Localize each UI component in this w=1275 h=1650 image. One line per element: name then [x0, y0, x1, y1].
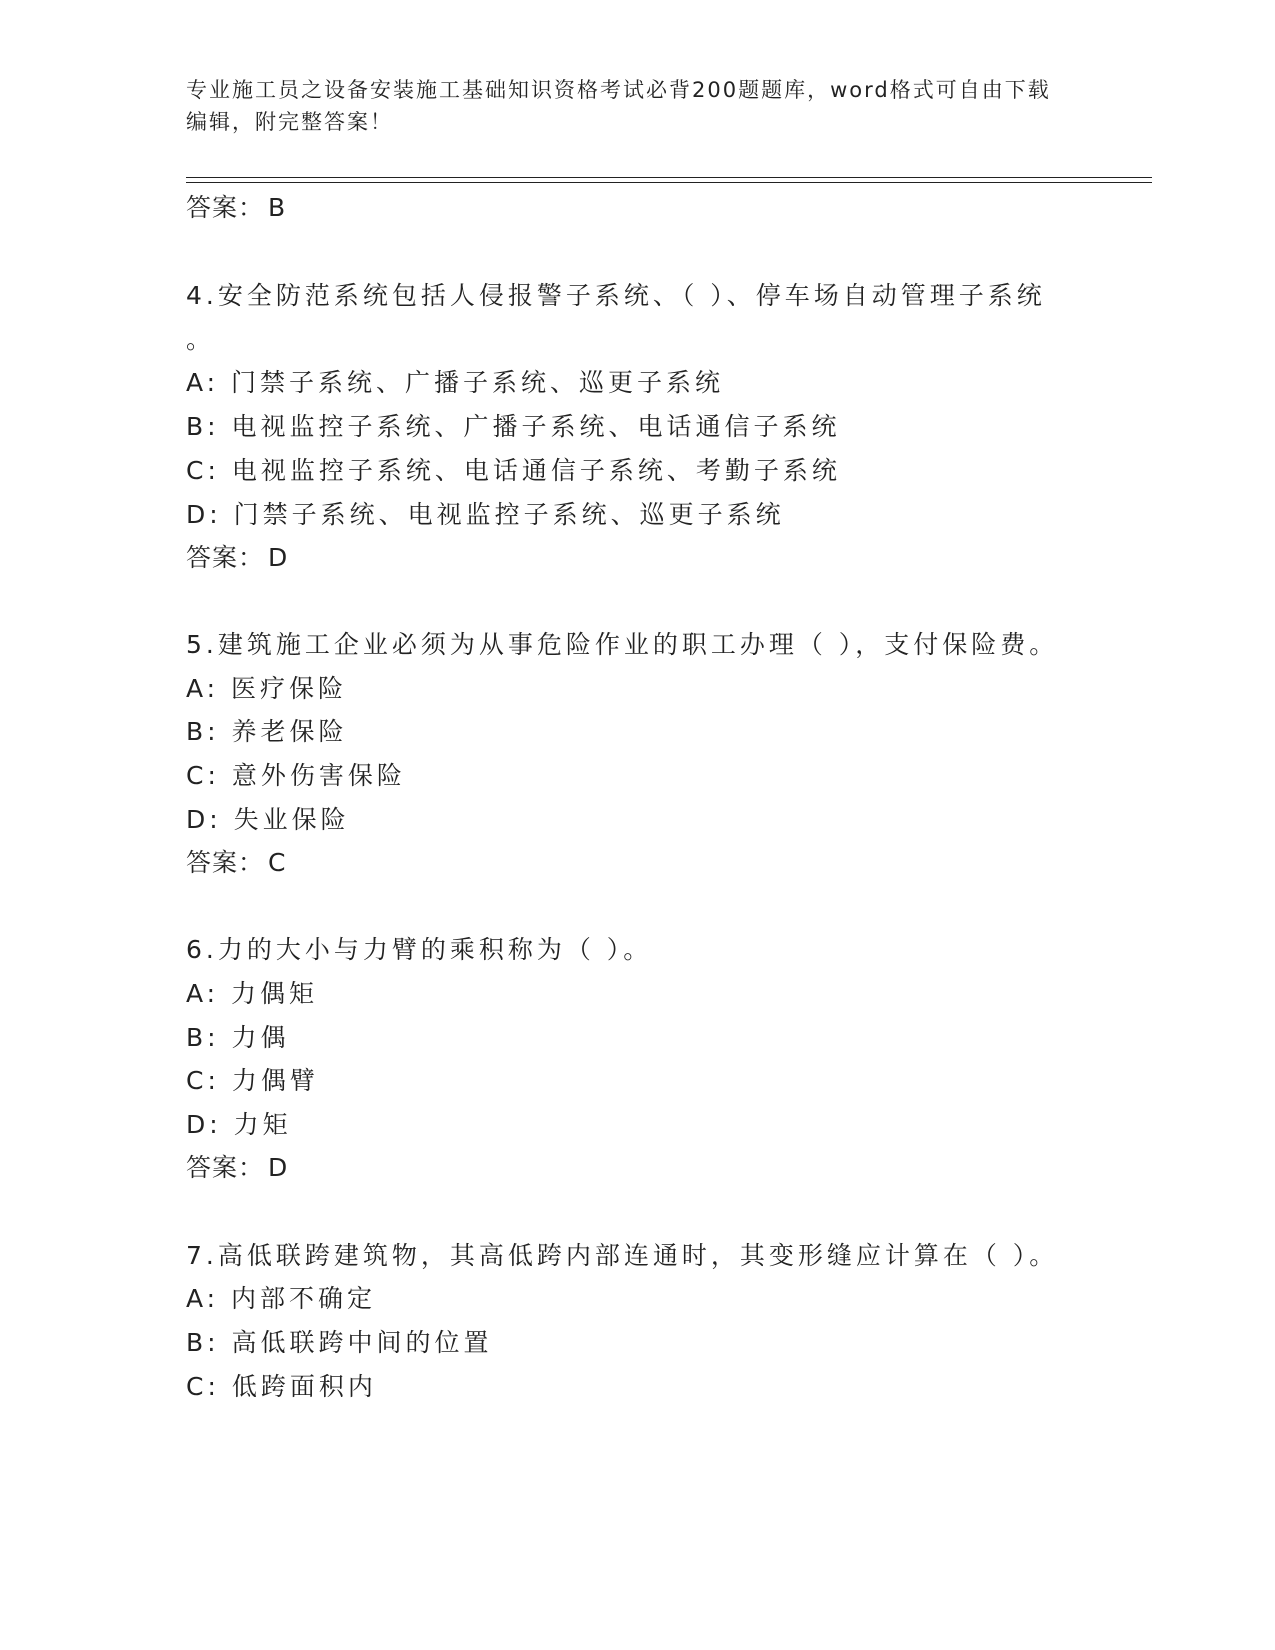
answer-label: 答案：: [186, 193, 265, 222]
question-6-option-d: D: 力矩: [186, 1110, 292, 1139]
answer-value: B: [268, 193, 287, 222]
question-4-option-b: B: 电视监控子系统、广播子系统、电话通信子系统: [186, 412, 841, 441]
question-7-option-b: B: 高低联跨中间的位置: [186, 1328, 493, 1357]
question-5-option-c: C: 意外伤害保险: [186, 761, 406, 790]
question-5-option-d: D: 失业保险: [186, 805, 350, 834]
answer-label: 答案：: [186, 1153, 265, 1182]
answer-line-q3: [186, 192, 286, 224]
question-6-option-a: A: 力偶矩: [186, 979, 319, 1008]
question-7-option-c: C: 低跨面积内: [186, 1372, 377, 1401]
question-7-option-a: A: 内部不确定: [186, 1284, 377, 1313]
question-5-option-b: B: 养老保险: [186, 717, 348, 746]
answer-value: D: [268, 543, 289, 572]
answer-line-q6: [186, 1152, 288, 1184]
answer-line-q5: [186, 847, 286, 879]
answer-label: 答案：: [186, 543, 265, 572]
answer-value: C: [268, 848, 287, 877]
answer-label: 答案：: [186, 848, 265, 877]
header-divider-top: [186, 177, 1152, 178]
answer-line-q4: [186, 542, 288, 574]
question-6-option-b: B: 力偶: [186, 1023, 290, 1052]
question-7-stem: 7.高低联跨建筑物，其高低跨内部连通时，其变形缝应计算在（ ）。: [186, 1241, 1059, 1270]
question-5-stem: 5.建筑施工企业必须为从事危险作业的职工办理（ ），支付保险费。: [186, 630, 1059, 659]
question-6-option-c: C: 力偶臂: [186, 1066, 319, 1095]
question-4-stem: 4.安全防范系统包括人侵报警子系统、（ ）、停车场自动管理子系统: [186, 281, 1046, 310]
answer-value: D: [268, 1153, 289, 1182]
question-4-option-c: C: 电视监控子系统、电话通信子系统、考勤子系统: [186, 456, 841, 485]
document-header: 专业施工员之设备安装施工基础知识资格考试必背200题题库，word格式可自由下载编辑，附完整答案！: [186, 78, 1051, 134]
question-5-option-a: A: 医疗保险: [186, 674, 348, 703]
question-6-stem: 6.力的大小与力臂的乘积称为（ ）。: [186, 935, 653, 964]
question-4-stem-continued: 。: [186, 325, 216, 354]
header-divider-bottom: [186, 182, 1152, 183]
question-4-option-a: A: 门禁子系统、广播子系统、巡更子系统: [186, 368, 725, 397]
question-4-option-d: D: 门禁子系统、电视监控子系统、巡更子系统: [186, 500, 785, 529]
